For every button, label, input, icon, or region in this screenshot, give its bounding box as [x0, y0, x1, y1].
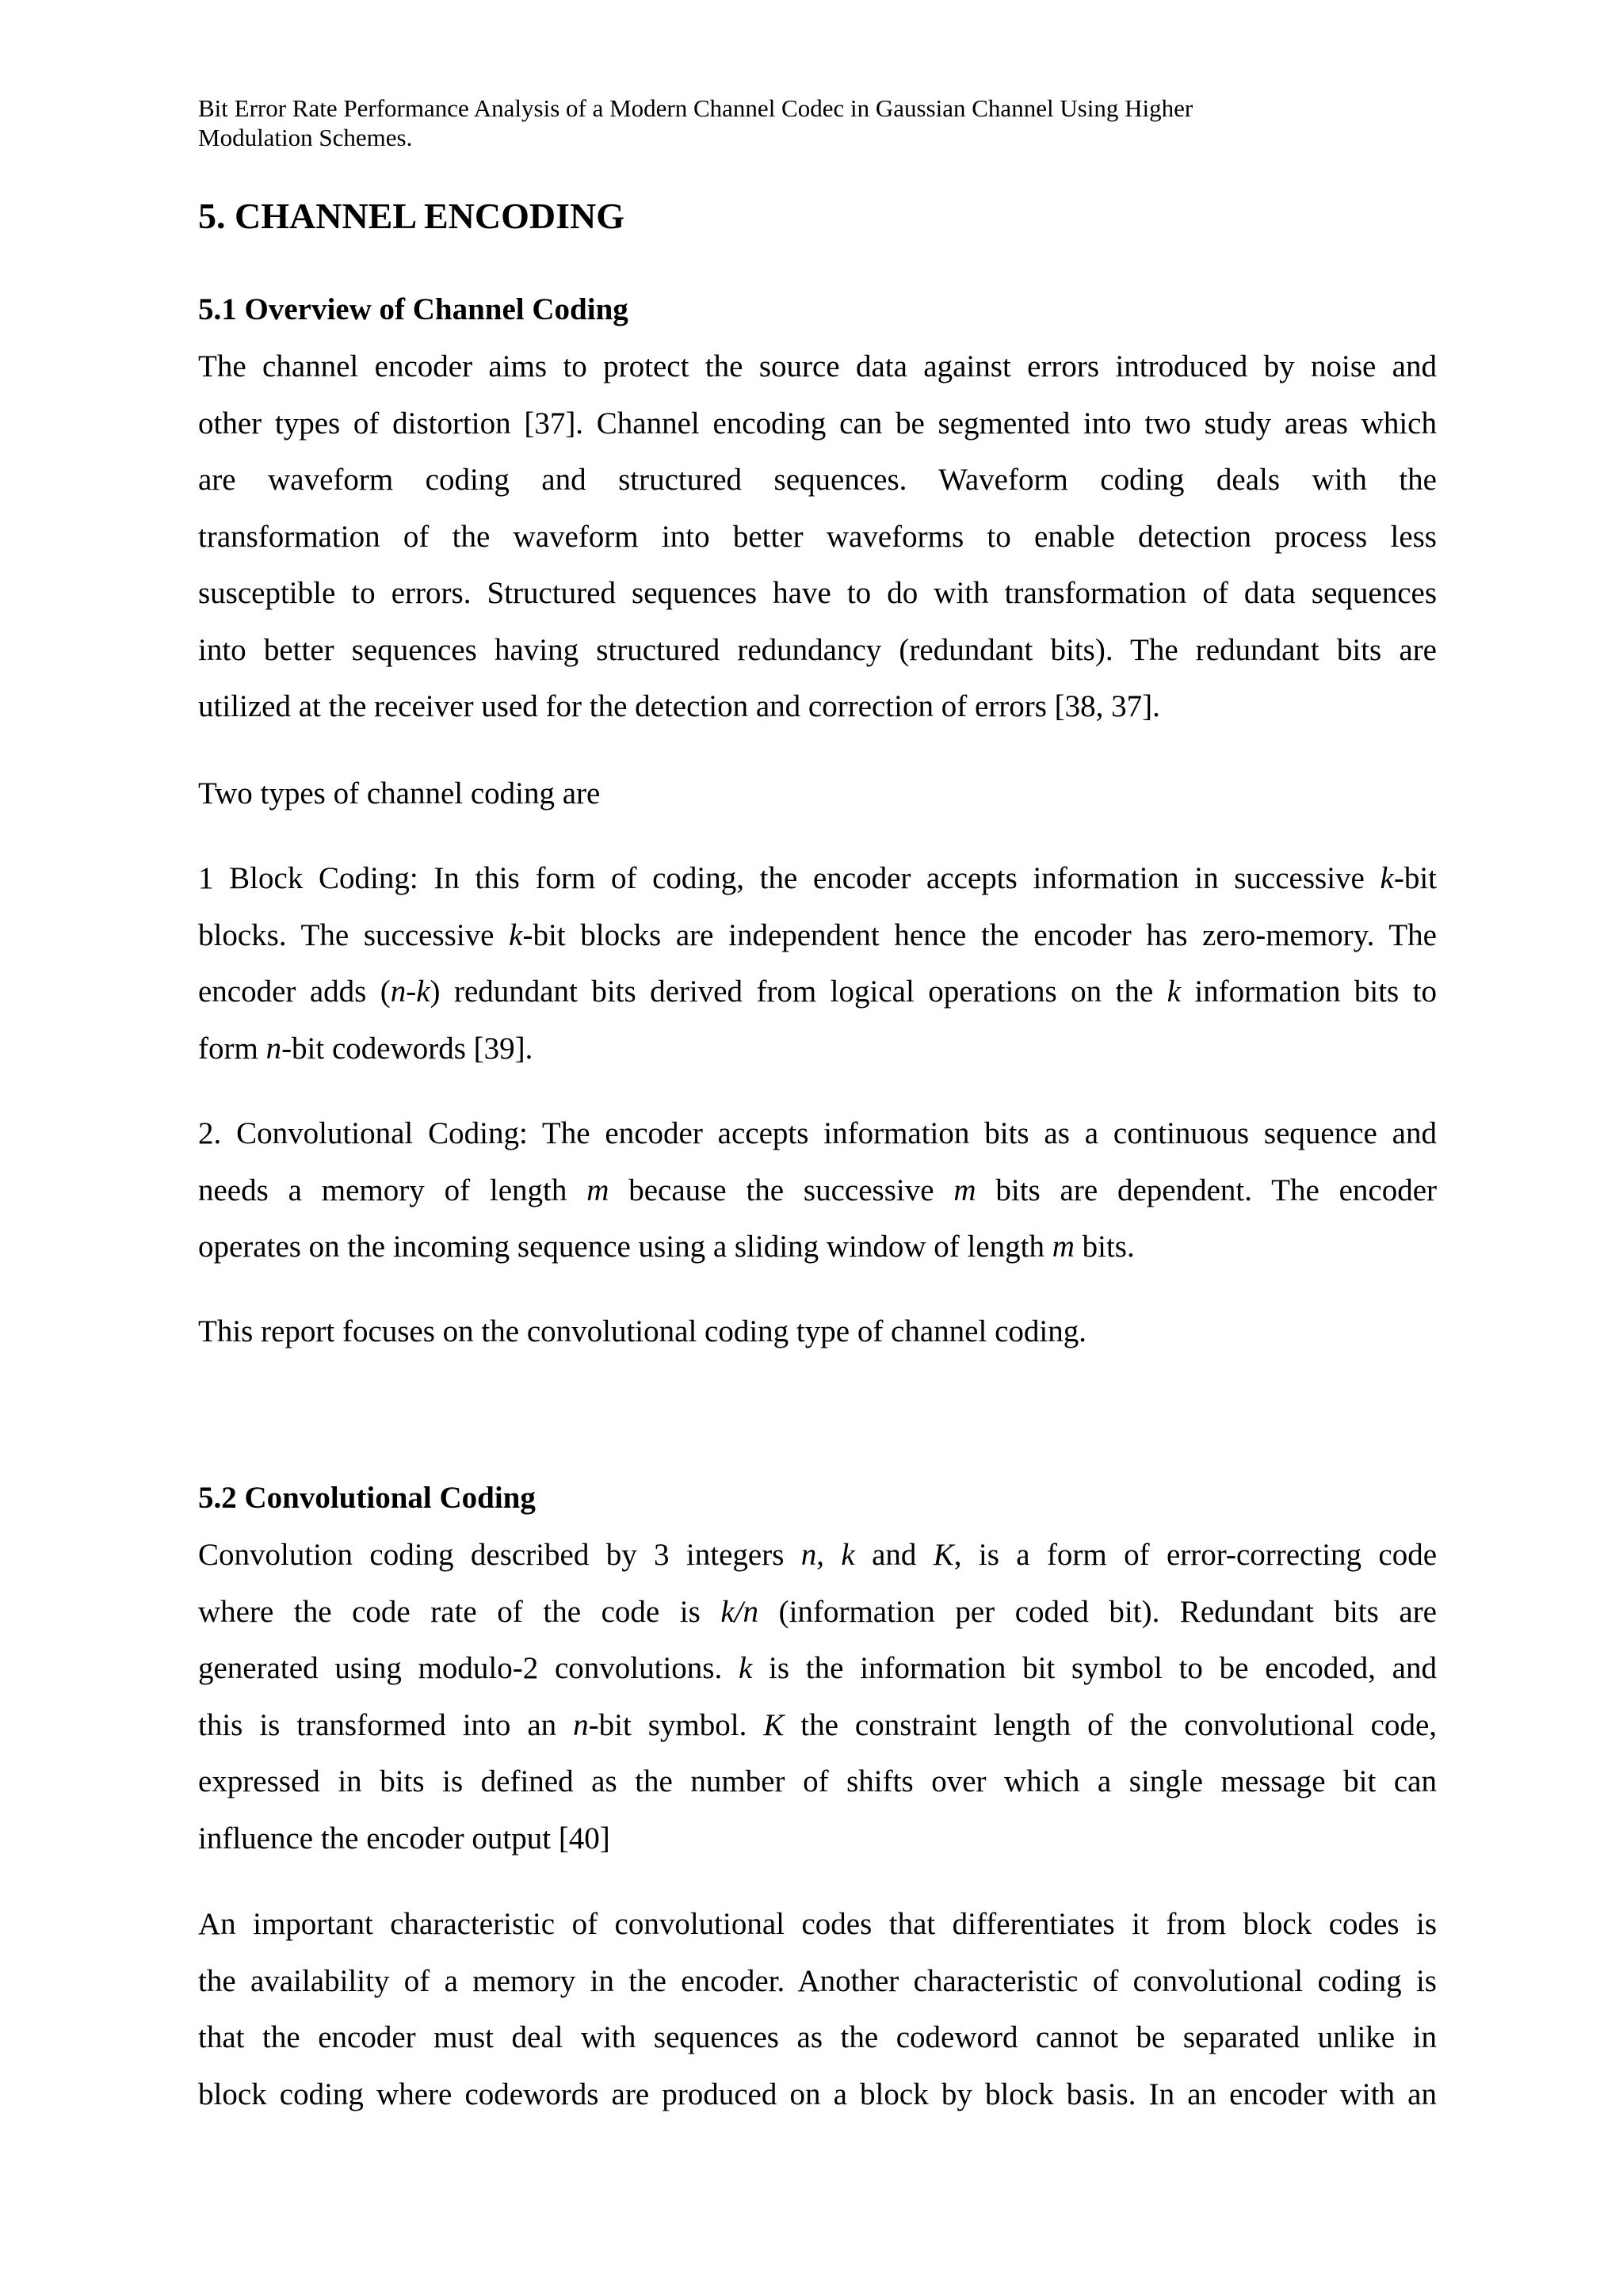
paragraph-characteristics	[198, 1896, 1437, 2122]
text-line: susceptible to errors. Structured sequences have to do with transformation of data sequences	[198, 576, 1437, 610]
text-line: this is transformed into an n-bit symbol. K the constraint length of the convolutional code,	[198, 1707, 1437, 1742]
text-line: form n-bit codewords [39].	[198, 1031, 533, 1066]
text-line: utilized at the receiver used for the detection and correction of errors [38, 37].	[198, 689, 1160, 723]
running-header-line: Bit Error Rate Performance Analysis of a Modern Channel Codec in Gaussian Channel Using Higher	[198, 94, 1193, 122]
paragraph-block-coding	[198, 850, 1437, 1077]
text-line: generated using modulo-2 convolutions. k is the information bit symbol to be encoded, and	[198, 1651, 1437, 1685]
running-header-line: Modulation Schemes.	[198, 124, 413, 151]
text-line: block coding where codewords are produced on a block by block basis. In an encoder with an	[198, 2077, 1437, 2111]
text-line: that the encoder must deal with sequences as the codeword cannot be separated unlike in	[198, 2020, 1437, 2054]
text-line: blocks. The successive k-bit blocks are independent hence the encoder has zero-memory. The	[198, 917, 1437, 952]
text-line: Convolution coding described by 3 integers n, k and K, is a form of error-correcting code	[198, 1538, 1438, 1572]
text-line: This report focuses on the convolutional coding type of channel coding.	[198, 1314, 1086, 1348]
text-line: 2. Convolutional Coding: The encoder accepts information bits as a continuous sequence and	[198, 1116, 1437, 1150]
text-line: 1 Block Coding: In this form of coding, the encoder accepts information in successive k-bit	[198, 861, 1437, 895]
chapter-title: 5. CHANNEL ENCODING	[198, 196, 625, 236]
text-line: where the code rate of the code is k/n (information per coded bit). Redundant bits are	[198, 1594, 1437, 1629]
paragraph-report-focus	[198, 1303, 1437, 1360]
paragraph-convolution-definition	[198, 1527, 1437, 1867]
text-line: are waveform coding and structured sequences. Waveform coding deals with the	[198, 463, 1437, 497]
text-line: The channel encoder aims to protect the source data against errors introduced by noise and	[198, 349, 1437, 383]
text-line: influence the encoder output [40]	[198, 1821, 610, 1855]
text-line: Two types of channel coding are	[198, 776, 601, 810]
text-line: into better sequences having structured redundancy (redundant bits). The redundant bits are	[198, 632, 1437, 667]
text-line: transformation of the waveform into better waveforms to enable detection process less	[198, 519, 1437, 554]
paragraph-convolutional-coding	[198, 1105, 1437, 1276]
text-line: operates on the incoming sequence using a sliding window of length m bits.	[198, 1230, 1135, 1264]
paragraph-types-intro	[198, 765, 1437, 822]
running-header	[198, 93, 1434, 152]
section-heading-5-2: 5.2 Convolutional Coding	[198, 1481, 536, 1515]
text-line: An important characteristic of convolutional codes that differentiates it from block codes is	[198, 1907, 1437, 1941]
text-line: encoder adds (n-k) redundant bits derived from logical operations on the k information bits to	[198, 974, 1437, 1009]
text-line: needs a memory of length m because the successive m bits are dependent. The encoder	[198, 1173, 1438, 1207]
section-heading-5-1: 5.1 Overview of Channel Coding	[198, 292, 628, 326]
paragraph-overview	[198, 338, 1437, 735]
text-line: the availability of a memory in the encoder. Another characteristic of convolutional coding is	[198, 1963, 1437, 1998]
text-line: expressed in bits is defined as the number of shifts over which a single message bit can	[198, 1764, 1437, 1798]
text-line: other types of distortion [37]. Channel encoding can be segmented into two study areas which	[198, 406, 1437, 441]
